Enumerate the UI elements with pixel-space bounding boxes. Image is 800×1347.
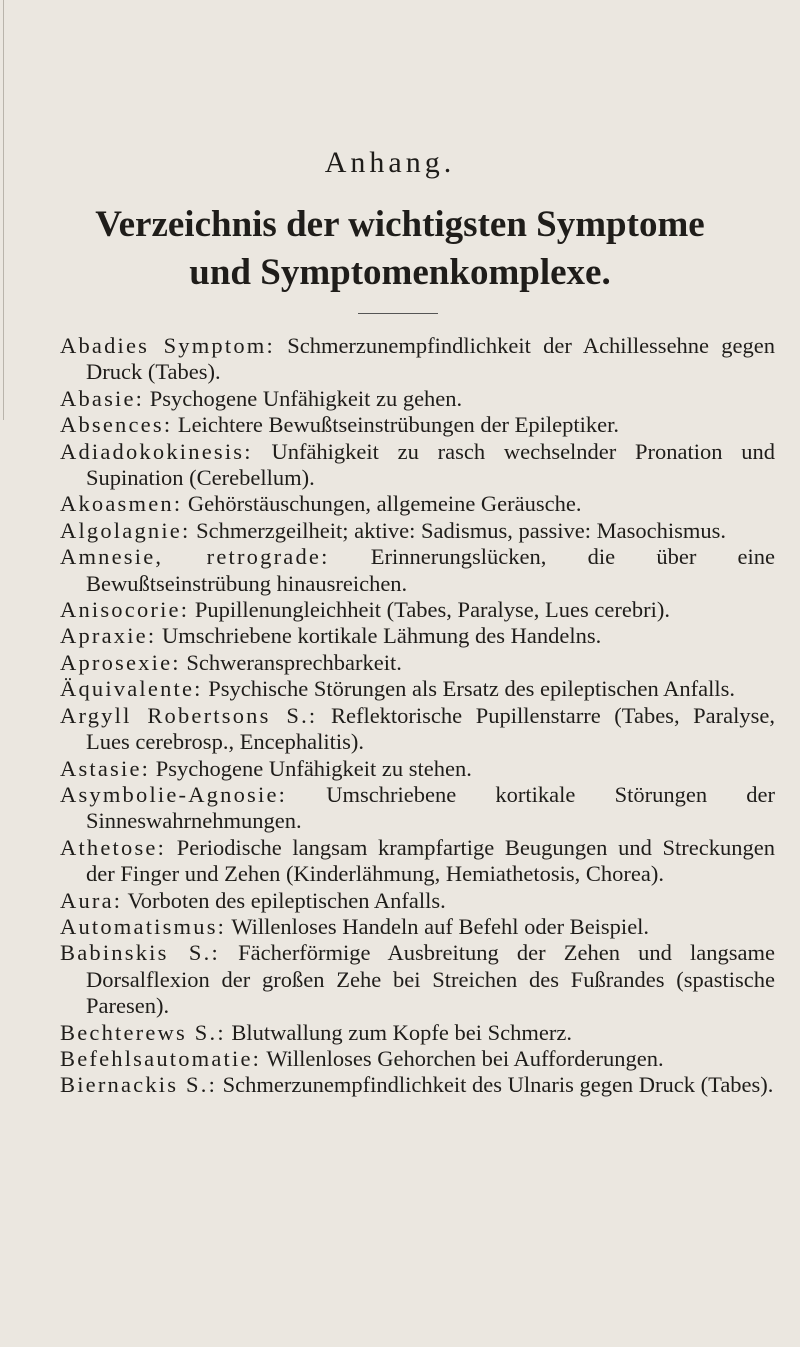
entry-definition: Periodische langsam krampfartige Beugungen und Streckungen der Finger und Zehen (Kinderlähmung, Hemiathetosis, Chorea). <box>86 834 775 887</box>
entry-term: Astasie: <box>60 755 151 781</box>
entry-term: Absences: <box>60 412 173 438</box>
entry-definition: Fächerförmige Ausbreitung der Zehen und langsame Dorsalflexion der großen Zehe bei Streichen des Fußrandes (spastische Paresen). <box>86 940 776 1019</box>
list-item <box>60 835 775 888</box>
list-item <box>60 491 775 517</box>
entry-term: Bechterews S.: <box>60 1019 226 1045</box>
entry-definition: Psychogene Unfähigkeit zu stehen. <box>155 755 472 781</box>
entry-term: Aura: <box>60 887 123 913</box>
entry-term: Äquivalente: <box>60 676 203 702</box>
entry-term: Biernackis S.: <box>60 1072 218 1098</box>
entry-definition: Blutwallung zum Kopfe bei Schmerz. <box>231 1019 572 1045</box>
entry-term: Asymbolie-Agnosie: <box>60 781 288 807</box>
entry-term: Algolagnie: <box>60 517 191 543</box>
entry-term: Adiadokokinesis: <box>60 438 253 464</box>
entry-definition: Gehörstäuschungen, allgemeine Geräusche. <box>187 491 582 517</box>
title-divider <box>358 313 438 314</box>
list-item <box>60 386 775 412</box>
list-item <box>60 650 775 676</box>
entry-term: Aprosexie: <box>60 649 181 675</box>
entry-definition: Willenloses Handeln auf Befehl oder Beispiel. <box>231 913 650 939</box>
list-item <box>60 1072 775 1098</box>
title-line-1: Verzeichnis der wichtigsten Symptome <box>95 204 705 245</box>
entry-term: Automatismus: <box>60 913 227 939</box>
list-item <box>60 1020 775 1046</box>
list-item <box>60 676 775 702</box>
entry-definition: Vorboten des epileptischen Anfalls. <box>127 887 446 913</box>
list-item <box>60 544 775 597</box>
entry-term: Argyll Robertsons S.: <box>60 702 318 728</box>
list-item <box>60 439 775 492</box>
entry-definition: Umschriebene kortikale Störungen der Sinneswahrnehmungen. <box>86 781 776 834</box>
entry-term: Befehlsautomatie: <box>60 1045 262 1071</box>
entry-definition: Leichtere Bewußtseinstrübungen der Epileptiker. <box>177 412 620 438</box>
entry-term: Abasie: <box>60 385 145 411</box>
entry-definition: Schmerzunempfindlichkeit des Ulnaris gegen Druck (Tabes). <box>222 1072 774 1098</box>
page-title <box>0 201 800 297</box>
entry-term: Anisocorie: <box>60 597 190 623</box>
entry-term: Abadies Symptom: <box>60 333 275 358</box>
entry-term: Apraxie: <box>60 623 157 649</box>
list-item <box>60 333 775 386</box>
entry-definition: Unfähigkeit zu rasch wechselnder Pronation und Supination (Cerebellum). <box>86 438 776 491</box>
list-item <box>60 518 775 544</box>
entry-definition: Umschriebene kortikale Lähmung des Handelns. <box>161 623 602 649</box>
entry-definition: Pupillenungleichheit (Tabes, Paralyse, Lues cerebri). <box>194 597 670 623</box>
title-line-2: und Symptomenkomplexe. <box>189 252 611 293</box>
entry-definition: Psychische Störungen als Ersatz des epileptischen Anfalls. <box>208 676 736 702</box>
list-item <box>60 412 775 438</box>
entry-definition: Willenloses Gehorchen bei Aufforderungen. <box>266 1045 664 1071</box>
entry-definition: Erinnerungslücken, die über eine Bewußtseinstrübung hinausreichen. <box>86 544 776 596</box>
list-item <box>60 623 775 649</box>
entry-term: Athetose: <box>60 834 167 860</box>
entry-definition: Reflektorische Pupillenstarre (Tabes, Paralyse, Lues cerebrosp., Encephalitis). <box>86 702 775 755</box>
entry-term: Amnesie, retrograde: <box>60 544 330 570</box>
list-item <box>60 888 775 914</box>
list-item <box>60 940 775 1019</box>
entry-definition: Schweransprechbarkeit. <box>186 649 402 675</box>
symptom-list <box>60 333 775 1099</box>
entry-definition: Psychogene Unfähigkeit zu gehen. <box>149 385 463 411</box>
list-item <box>60 703 775 756</box>
entry-term: Akoasmen: <box>60 491 183 517</box>
list-item <box>60 782 775 835</box>
list-item <box>60 1046 775 1072</box>
list-item <box>60 597 775 623</box>
appendix-label: Anhang. <box>324 146 456 179</box>
entry-definition: Schmerzunempfindlichkeit der Achillessehne gegen Druck (Tabes). <box>86 333 775 385</box>
entry-definition: Schmerzgeilheit; aktive: Sadismus, passive: Masochismus. <box>196 517 726 543</box>
list-item <box>60 914 775 940</box>
list-item <box>60 756 775 782</box>
entry-term: Babinskis S.: <box>60 940 220 966</box>
